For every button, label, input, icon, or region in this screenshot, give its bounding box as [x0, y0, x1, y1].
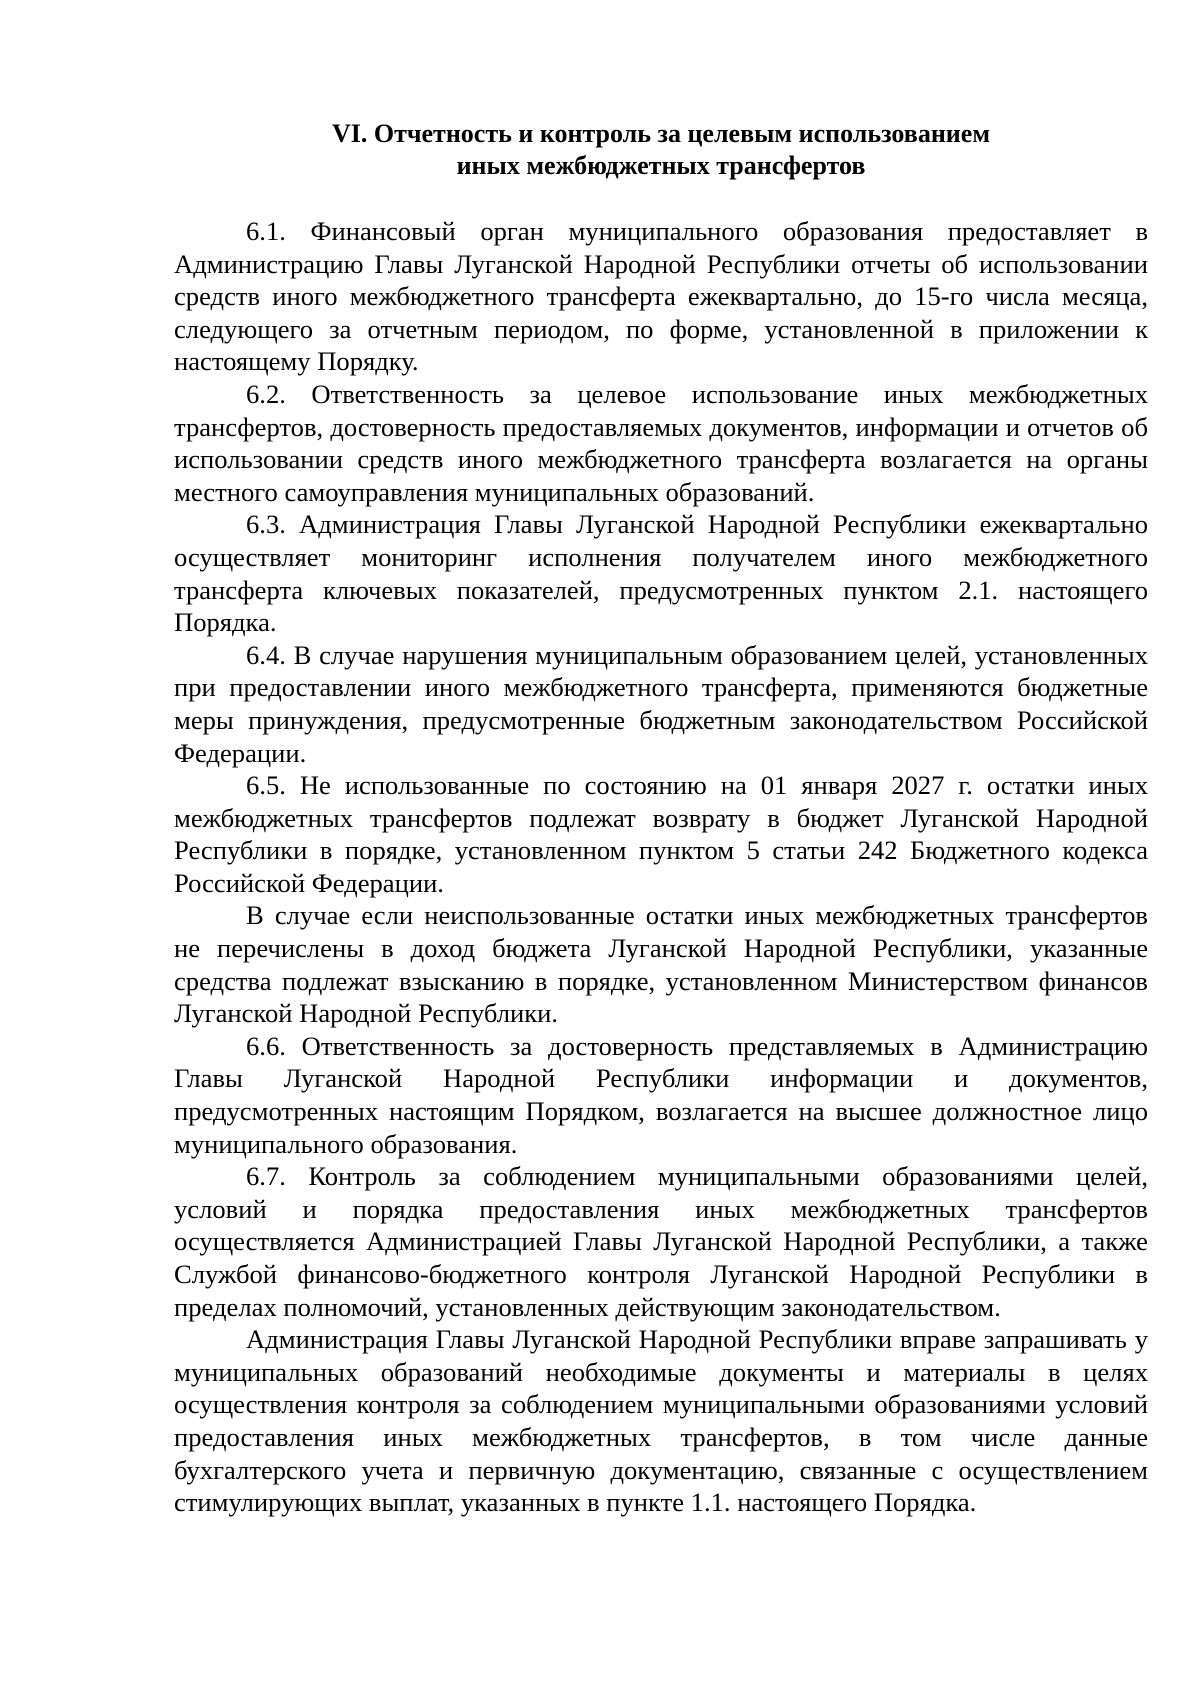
paragraph-6-7-continued: Администрация Главы Луганской Народной Республики вправе запрашивать у муниципальных образований необходимые документы и материалы в целях осуществления контроля за соблюдением муниципальными образованиями условий предоставления иных межбюджетных трансфертов, в том числе данные бухгалтерского учета и первичную документацию, связанные с осуществлением стимулирующих выплат, указанных в пункте 1.1. настоящего Порядка. — [174, 1324, 1148, 1518]
paragraph-6-5: 6.5. Не использованные по состоянию на 01 января 2027 г. остатки иных межбюджетных трансфертов подлежат возврату в бюджет Луганской Народной Республики в порядке, установленном пунктом 5 статьи 242 Бюджетного кодекса Российской Федерации. — [174, 770, 1148, 898]
section-heading-line-2: иных межбюджетных трансфертов — [456, 151, 866, 180]
paragraph-6-7: 6.7. Контроль за соблюдением муниципальными образованиями целей, условий и порядка предоставления иных межбюджетных трансфертов осуществляется Администрацией Главы Луганской Народной Республики, а также Службой финансово-бюджетного контроля Луганской Народной Республики в пределах полномочий, установленных действующим законодательством. — [174, 1161, 1148, 1322]
paragraph-6-5-continued: В случае если неиспользованные остатки иных межбюджетных трансфертов не перечислены в доход бюджета Луганской Народной Республики, указанные средства подлежат взысканию в порядке, установленном Министерством финансов Луганской Народной Республики. — [174, 900, 1148, 1029]
paragraph-6-4: 6.4. В случае нарушения муниципальным образованием целей, установленных при предоставлении иного межбюджетного трансферта, применяются бюджетные меры принуждения, предусмотренные бюджетным законодательством Российской Федерации. — [174, 639, 1148, 768]
paragraph-6-1: 6.1. Финансовый орган муниципального образования предоставляет в Администрацию Главы Луганской Народной Республики отчеты об использовании средств иного межбюджетного трансферта ежеквартально, до 15-го числа месяца, следующего за отчетным периодом, по форме, установленной в приложении к настоящему Порядку. — [174, 216, 1148, 377]
paragraph-6-6: 6.6. Ответственность за достоверность представляемых в Администрацию Главы Луганской Народной Республики информации и документов, предусмотренных настоящим Порядком, возлагается на высшее должностное лицо муниципального образования. — [174, 1030, 1148, 1159]
paragraph-6-3: 6.3. Администрация Главы Луганской Народной Республики ежеквартально осуществляет мониторинг исполнения получателем иного межбюджетного трансферта ключевых показателей, предусмотренных пунктом 2.1. настоящего Порядка. — [174, 509, 1148, 638]
paragraph-6-2: 6.2. Ответственность за целевое использование иных межбюджетных трансфертов, достоверность предоставляемых документов, информации и отчетов об использовании средств иного межбюджетного трансферта возлагается на органы местного самоуправления муниципальных образований. — [174, 378, 1148, 507]
section-heading — [174, 118, 1148, 182]
section-heading-line-1: VI. Отчетность и контроль за целевым использованием — [331, 119, 991, 148]
document-body — [174, 215, 1148, 1519]
